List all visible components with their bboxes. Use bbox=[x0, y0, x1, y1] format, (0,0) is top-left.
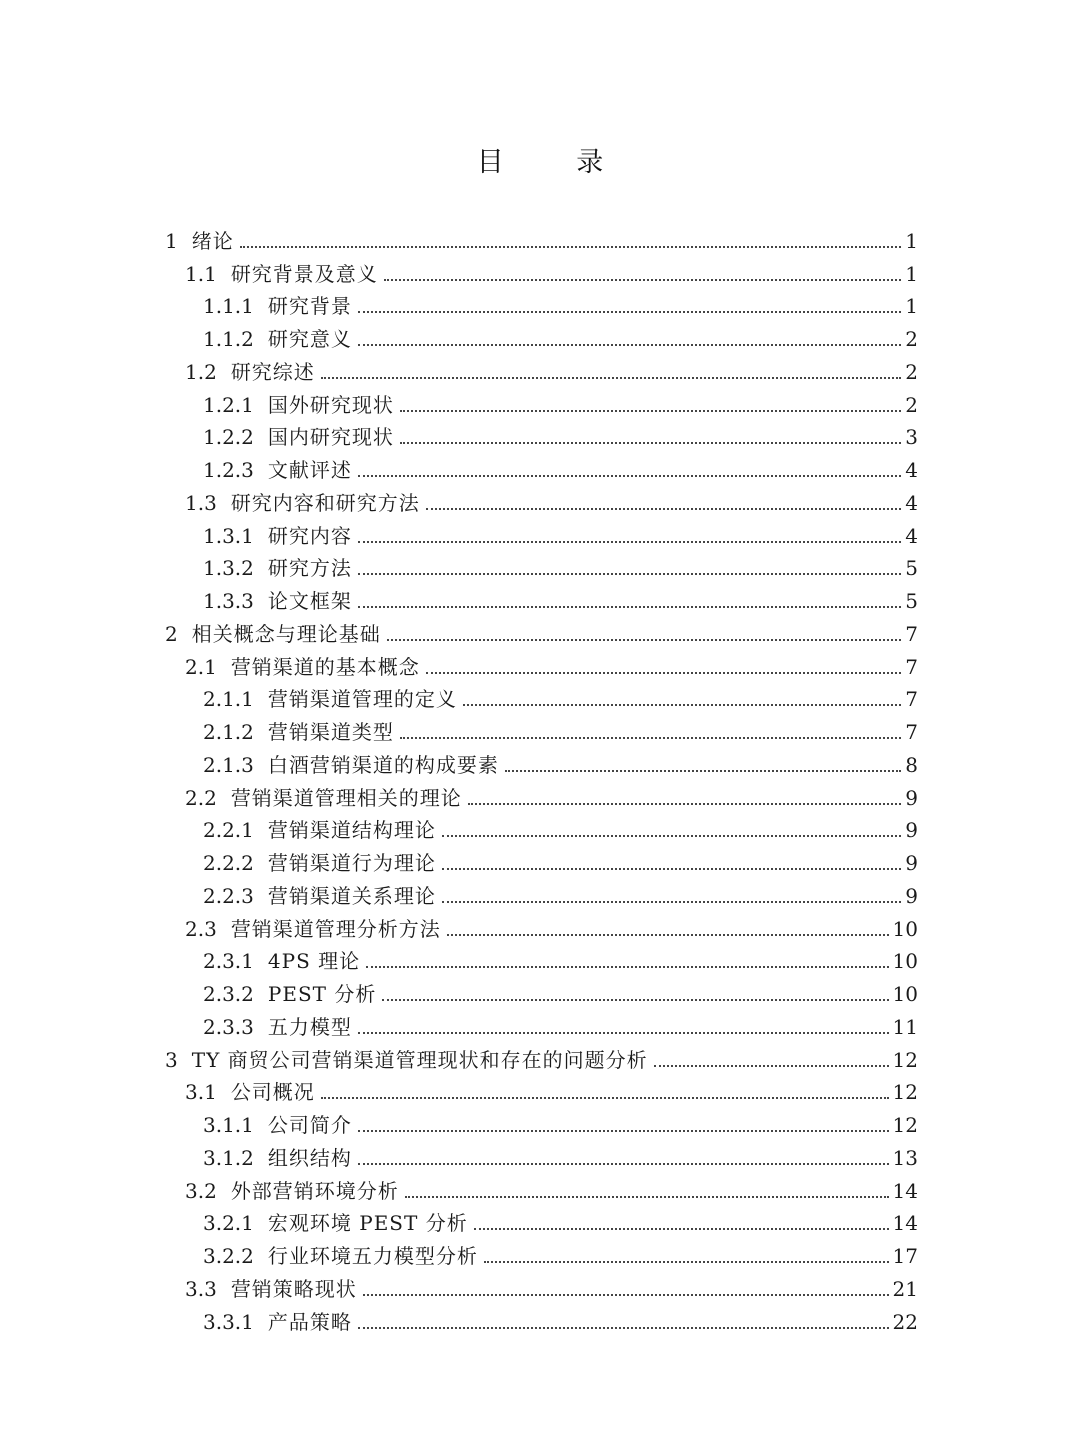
toc-entry-title: 营销渠道类型 bbox=[267, 720, 394, 744]
toc-entry-page: 8 bbox=[905, 752, 918, 777]
toc-entry-number: 1.2.1 bbox=[203, 392, 254, 417]
toc-entry-number: 2.3 bbox=[185, 916, 217, 941]
toc-entry[interactable] bbox=[165, 647, 918, 680]
toc-entry[interactable] bbox=[165, 352, 918, 385]
toc-entry-title: 营销渠道管理的定义 bbox=[267, 687, 457, 712]
toc-entry-page: 4 bbox=[905, 490, 918, 515]
toc-entry-number: 2.2.2 bbox=[203, 851, 254, 875]
toc-entry-page: 9 bbox=[905, 883, 918, 908]
toc-entry-number: 3.1 bbox=[185, 1080, 217, 1105]
toc-entry-title: 研究背景及意义 bbox=[230, 261, 378, 286]
toc-dot-leader bbox=[468, 802, 901, 805]
toc-entry-page: 2 bbox=[905, 359, 918, 384]
toc-dot-leader bbox=[384, 278, 901, 281]
toc-entry-title: 国内研究现状 bbox=[267, 425, 394, 450]
toc-dot-leader bbox=[387, 638, 902, 641]
toc-entry-title: 研究综述 bbox=[230, 359, 315, 384]
toc-entry-page: 17 bbox=[892, 1244, 918, 1268]
toc-entry-number: 3 bbox=[165, 1047, 178, 1072]
toc-dot-leader bbox=[358, 343, 901, 346]
toc-entry-number: 2.3.3 bbox=[203, 1014, 254, 1039]
toc-entry-title: 五力模型 bbox=[267, 1014, 352, 1039]
toc-entry[interactable] bbox=[165, 1302, 918, 1335]
toc-entry-number: 3.2.1 bbox=[203, 1211, 254, 1236]
toc-dot-leader bbox=[426, 671, 901, 674]
toc-entry-page: 1 bbox=[905, 228, 918, 253]
toc-entry-title: 外部营销环境分析 bbox=[230, 1178, 399, 1203]
toc-dot-leader bbox=[358, 474, 901, 477]
toc-dot-leader bbox=[358, 1326, 889, 1329]
toc-entry-title: 营销渠道关系理论 bbox=[267, 883, 436, 908]
toc-entry[interactable] bbox=[165, 418, 918, 451]
toc-dot-leader bbox=[358, 605, 901, 608]
toc-entry-title: 研究内容 bbox=[267, 523, 352, 548]
toc-entry-title: TY 商贸公司营销渠道管理现状和存在的问题分析 bbox=[191, 1047, 648, 1072]
toc-entry-number: 3.2 bbox=[185, 1178, 217, 1203]
toc-entry-page: 7 bbox=[905, 720, 918, 744]
toc-entry-page: 14 bbox=[892, 1211, 918, 1236]
toc-entry[interactable] bbox=[165, 1105, 918, 1138]
toc-entry-number: 3.3 bbox=[185, 1276, 217, 1301]
toc-entry[interactable] bbox=[165, 1007, 918, 1040]
toc-dot-leader bbox=[442, 867, 901, 870]
toc-entry-number: 2.2 bbox=[185, 785, 217, 810]
toc-entry-page: 7 bbox=[905, 654, 918, 679]
toc-entry-title: 营销渠道管理分析方法 bbox=[230, 916, 441, 941]
toc-entry-page: 1 bbox=[905, 294, 918, 319]
toc-entry-page: 7 bbox=[905, 687, 918, 712]
toc-entry-page: 10 bbox=[892, 982, 918, 1006]
toc-entry-title: 营销渠道结构理论 bbox=[267, 818, 436, 843]
toc-entry[interactable] bbox=[165, 1269, 918, 1302]
toc-entry-number: 2.1 bbox=[185, 654, 217, 679]
toc-dot-leader bbox=[400, 441, 901, 444]
toc-entry[interactable] bbox=[165, 221, 918, 254]
toc-dot-leader bbox=[358, 1129, 889, 1132]
toc-entry[interactable] bbox=[165, 450, 918, 483]
page-title: 目 录 bbox=[476, 147, 636, 178]
toc-entry-title: 白酒营销渠道的构成要素 bbox=[267, 752, 499, 777]
toc-entry[interactable] bbox=[165, 1171, 918, 1204]
toc-entry-page: 5 bbox=[905, 556, 918, 581]
toc-entry-number: 3.3.1 bbox=[203, 1309, 254, 1334]
toc-entry-title: 组织结构 bbox=[267, 1145, 352, 1170]
toc-entry-page: 7 bbox=[905, 621, 918, 646]
toc-entry-title: 行业环境五力模型分析 bbox=[267, 1244, 478, 1268]
toc-entry-title: PEST 分析 bbox=[267, 982, 377, 1006]
toc-entry[interactable] bbox=[165, 876, 918, 909]
toc-entry[interactable] bbox=[165, 1236, 918, 1269]
toc-entry-page: 2 bbox=[905, 327, 918, 351]
toc-dot-leader bbox=[426, 507, 901, 510]
toc-entry-title: 研究内容和研究方法 bbox=[230, 490, 420, 515]
toc-entry-page: 4 bbox=[905, 458, 918, 482]
toc-entry[interactable] bbox=[165, 483, 918, 516]
toc-entry-page: 9 bbox=[905, 851, 918, 875]
toc-entry-number: 1.2 bbox=[185, 359, 217, 384]
toc-entry-page: 3 bbox=[905, 425, 918, 450]
toc-dot-leader bbox=[400, 409, 901, 412]
toc-entry-page: 10 bbox=[892, 916, 918, 941]
toc-entry-number: 1.3.2 bbox=[203, 556, 254, 581]
toc-entry-title: 研究意义 bbox=[267, 327, 352, 351]
toc-entry[interactable] bbox=[165, 680, 918, 713]
toc-entry-page: 21 bbox=[892, 1276, 918, 1301]
toc-entry-title: 营销渠道管理相关的理论 bbox=[230, 785, 462, 810]
toc-entry[interactable] bbox=[165, 385, 918, 418]
toc-entry-title: 论文框架 bbox=[267, 589, 352, 613]
toc-entry-number: 3.1.2 bbox=[203, 1145, 254, 1170]
toc-dot-leader bbox=[442, 834, 901, 837]
toc-entry-page: 1 bbox=[905, 261, 918, 286]
toc-dot-leader bbox=[358, 1162, 889, 1165]
toc-dot-leader bbox=[321, 1096, 889, 1099]
toc-entry-number: 2.2.3 bbox=[203, 883, 254, 908]
toc-entry-title: 相关概念与理论基础 bbox=[191, 621, 381, 646]
toc-entry[interactable] bbox=[165, 1138, 918, 1171]
toc-entry-page: 12 bbox=[892, 1047, 918, 1072]
toc-entry[interactable] bbox=[165, 811, 918, 844]
toc-dot-leader bbox=[474, 1227, 889, 1230]
toc-dot-leader bbox=[463, 703, 901, 706]
toc-entry-number: 2 bbox=[165, 621, 178, 646]
toc-entry[interactable] bbox=[165, 974, 918, 1007]
toc-entry[interactable] bbox=[165, 516, 918, 549]
toc-dot-leader bbox=[654, 1064, 889, 1067]
toc-entry[interactable] bbox=[165, 843, 918, 876]
toc-entry[interactable] bbox=[165, 1073, 918, 1106]
toc-entry-title: 营销策略现状 bbox=[230, 1276, 357, 1301]
toc-dot-leader bbox=[405, 1195, 889, 1198]
toc-entry-number: 1.3 bbox=[185, 490, 217, 515]
toc-entry-page: 12 bbox=[892, 1113, 918, 1137]
toc-dot-leader bbox=[442, 900, 901, 903]
toc-entry-number: 1.1.1 bbox=[203, 294, 254, 319]
toc-dot-leader bbox=[484, 1260, 889, 1263]
toc-entry-page: 22 bbox=[892, 1309, 918, 1334]
toc-entry-number: 2.3.1 bbox=[203, 949, 254, 974]
toc-entry[interactable] bbox=[165, 942, 918, 975]
toc-entry-title: 公司概况 bbox=[230, 1080, 315, 1105]
toc-entry-title: 文献评述 bbox=[267, 458, 352, 482]
toc-dot-leader bbox=[505, 769, 901, 772]
toc-entry-number: 1.1.2 bbox=[203, 327, 254, 351]
toc-entry-page: 2 bbox=[905, 392, 918, 417]
toc-entry-number: 2.1.1 bbox=[203, 687, 254, 712]
toc-entry-page: 14 bbox=[892, 1178, 918, 1203]
toc-entry-number: 1.2.3 bbox=[203, 458, 254, 482]
toc-entry-number: 3.2.2 bbox=[203, 1244, 254, 1268]
toc-entry-title: 4PS 理论 bbox=[267, 949, 361, 974]
toc-entry-number: 1.1 bbox=[185, 261, 217, 286]
toc-dot-leader bbox=[240, 245, 902, 248]
toc-entry-title: 国外研究现状 bbox=[267, 392, 394, 417]
toc-entry-title: 宏观环境 PEST 分析 bbox=[267, 1211, 468, 1236]
toc-entry[interactable] bbox=[165, 254, 918, 287]
toc-dot-leader bbox=[366, 965, 888, 968]
toc-dot-leader bbox=[358, 310, 901, 313]
toc-entry-title: 公司简介 bbox=[267, 1113, 352, 1137]
toc-entry-number: 2.1.2 bbox=[203, 720, 254, 744]
toc-entry[interactable] bbox=[165, 287, 918, 320]
toc-entry-number: 2.3.2 bbox=[203, 982, 254, 1006]
toc-entry-page: 11 bbox=[892, 1014, 918, 1039]
toc-entry[interactable] bbox=[165, 581, 918, 614]
toc-entry-page: 13 bbox=[892, 1145, 918, 1170]
toc-entry-number: 1.2.2 bbox=[203, 425, 254, 450]
toc-entry-page: 9 bbox=[905, 818, 918, 843]
toc-dot-leader bbox=[447, 933, 889, 936]
toc-entry-number: 1 bbox=[165, 228, 178, 253]
toc-entry[interactable] bbox=[165, 319, 918, 352]
toc-entry[interactable] bbox=[165, 614, 918, 647]
toc-entry-page: 10 bbox=[892, 949, 918, 974]
toc-entry-title: 绪论 bbox=[191, 228, 234, 253]
toc-entry-number: 1.3.1 bbox=[203, 523, 254, 548]
toc-entry[interactable] bbox=[165, 1040, 918, 1073]
toc-entry[interactable] bbox=[165, 909, 918, 942]
toc-dot-leader bbox=[400, 736, 901, 739]
toc-entry-title: 产品策略 bbox=[267, 1309, 352, 1334]
toc-dot-leader bbox=[321, 376, 901, 379]
toc-entry[interactable] bbox=[165, 745, 918, 778]
toc-entry[interactable] bbox=[165, 1204, 918, 1237]
toc-entry-title: 研究背景 bbox=[267, 294, 352, 319]
toc-entry-page: 12 bbox=[892, 1080, 918, 1105]
toc-entry[interactable] bbox=[165, 712, 918, 745]
toc-entry-page: 5 bbox=[905, 589, 918, 613]
toc-entry-title: 营销渠道的基本概念 bbox=[230, 654, 420, 679]
toc-entry[interactable] bbox=[165, 549, 918, 582]
toc-dot-leader bbox=[358, 572, 901, 575]
toc-dot-leader bbox=[358, 1031, 889, 1034]
toc-entry-number: 2.2.1 bbox=[203, 818, 254, 843]
table-of-contents bbox=[165, 221, 918, 1335]
toc-dot-leader bbox=[363, 1293, 889, 1296]
toc-entry-title: 营销渠道行为理论 bbox=[267, 851, 436, 875]
toc-entry-page: 9 bbox=[905, 785, 918, 810]
toc-entry-number: 2.1.3 bbox=[203, 752, 254, 777]
toc-entry-number: 3.1.1 bbox=[203, 1113, 254, 1137]
toc-entry-title: 研究方法 bbox=[267, 556, 352, 581]
toc-entry-number: 1.3.3 bbox=[203, 589, 254, 613]
toc-dot-leader bbox=[382, 998, 888, 1001]
toc-entry-page: 4 bbox=[905, 523, 918, 548]
toc-dot-leader bbox=[358, 540, 901, 543]
toc-entry[interactable] bbox=[165, 778, 918, 811]
